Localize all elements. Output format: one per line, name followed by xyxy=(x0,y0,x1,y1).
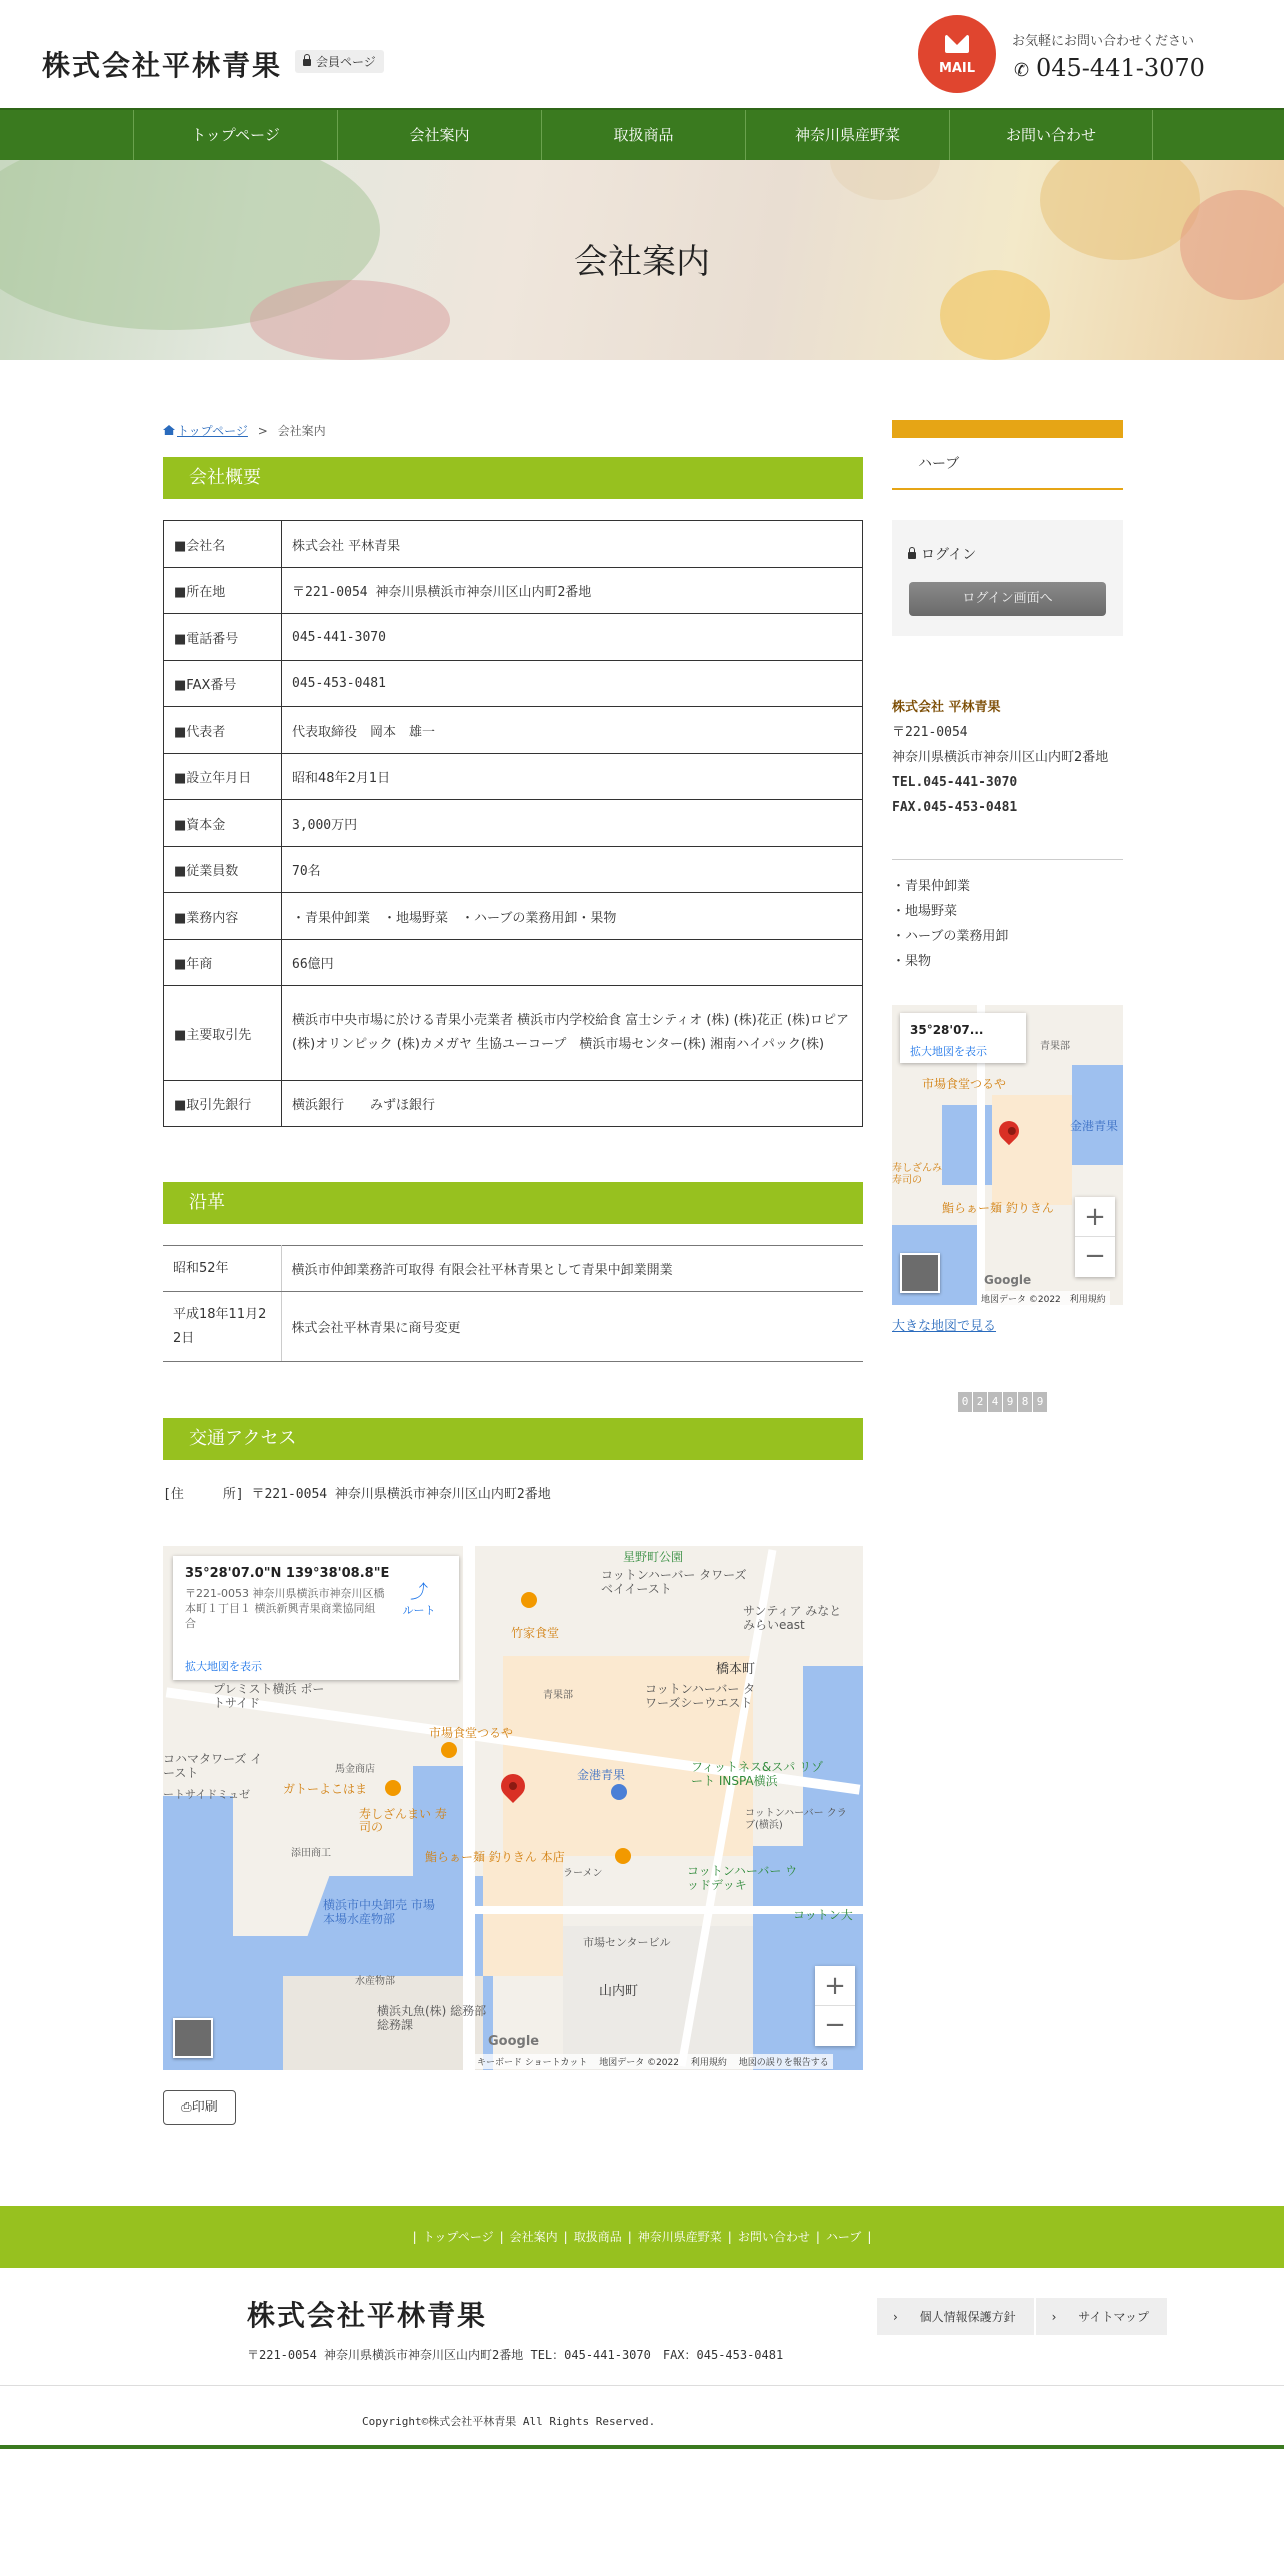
table-key: ■取引先銀行 xyxy=(164,1081,282,1127)
chevron-right-icon: › xyxy=(885,2305,906,2329)
table-key: ■資本金 xyxy=(164,800,282,847)
map-label: ガトーよこはま xyxy=(283,1782,368,1796)
footer-link-top[interactable]: トップページ xyxy=(422,2230,494,2244)
section-heading-company: 会社概要 xyxy=(163,457,863,499)
table-key: ■会社名 xyxy=(164,521,282,568)
sidebar-business-list xyxy=(892,874,1123,974)
phone-icon: ✆ xyxy=(1014,60,1030,81)
map-label: 添田商工 xyxy=(291,1848,331,1859)
restaurant-icon xyxy=(615,1848,631,1864)
login-title-text: ログイン xyxy=(921,547,977,563)
map-label: 山内町 xyxy=(599,1984,639,1999)
map-label: 横浜丸魚(株) 総務部総務課 xyxy=(377,2004,487,2032)
map-footer xyxy=(977,1291,1110,1305)
table-row xyxy=(163,1292,863,1362)
report-error-link[interactable]: 地図の誤りを報告する xyxy=(738,2058,829,2068)
table-value: ・青果仲卸業 ・地場野菜 ・ハーブの業務用卸・果物 xyxy=(282,893,863,940)
map-label: 鮨らぁー麺 釣りきん xyxy=(942,1201,1054,1215)
map-label: 竹家食堂 xyxy=(511,1626,560,1640)
map-label: ートサイドミュゼ xyxy=(163,1788,251,1801)
breadcrumb xyxy=(163,422,326,439)
footer-utility-links xyxy=(877,2298,1169,2335)
map-label: 青果部 xyxy=(1040,1041,1070,1052)
counter-digit: 0 xyxy=(958,1392,972,1412)
footer-link-kanagawa[interactable]: 神奈川県産野菜 xyxy=(637,2230,722,2244)
map-footer xyxy=(473,2054,833,2069)
hero-tomato-yellow-2 xyxy=(940,270,1050,360)
sidebar-item-herb[interactable]: ハーブ xyxy=(892,438,1123,490)
hero-mushroom xyxy=(830,160,940,200)
counter-digit: 9 xyxy=(1003,1392,1017,1412)
nav-item-top[interactable]: トップページ xyxy=(133,110,337,162)
table-key: ■年商 xyxy=(164,940,282,986)
footer-nav: | トップページ | 会社案内 | 取扱商品 | 神奈川県産野菜 | お問い合わせ | ハーブ | xyxy=(0,2206,1284,2268)
terms-link[interactable]: 利用規約 xyxy=(690,2058,727,2068)
copyright: Copyright©株式会社平林青果 All Rights Reserved. xyxy=(362,2415,656,2428)
home-icon xyxy=(163,425,175,435)
restaurant-icon xyxy=(441,1742,457,1758)
google-logo: Google xyxy=(488,2034,540,2049)
table-value: 代表取締役 岡本 雄一 xyxy=(282,707,863,754)
directions-icon[interactable]: ⤴ xyxy=(410,1582,428,1603)
google-logo: Google xyxy=(984,1273,1032,1287)
privacy-link[interactable] xyxy=(877,2298,1034,2335)
printer-icon: ⎙ xyxy=(181,2100,192,2115)
terms-link[interactable]: 利用規約 xyxy=(1069,1295,1106,1305)
map-label: 橋本町 xyxy=(716,1662,756,1677)
satellite-toggle[interactable] xyxy=(900,1253,940,1293)
map-label: 星野町公園 xyxy=(623,1550,684,1564)
login-button[interactable]: ログイン画面へ xyxy=(909,582,1106,616)
restaurant-icon xyxy=(385,1780,401,1796)
table-row xyxy=(164,986,863,1081)
map-coords: 35°28'07... xyxy=(910,1023,984,1037)
counter-digit: 2 xyxy=(973,1392,987,1412)
map-label: ラーメン xyxy=(563,1868,603,1879)
table-key: ■電話番号 xyxy=(164,614,282,661)
map-label: 市場センタービル xyxy=(583,1936,671,1949)
sidebar-divider xyxy=(892,859,1123,860)
table-row xyxy=(164,614,863,661)
nav-item-products[interactable]: 取扱商品 xyxy=(541,110,745,162)
lock-icon xyxy=(908,552,916,559)
table-value: 株式会社平林青果に商号変更 xyxy=(281,1292,863,1362)
map-label: コットンハーバー タワーズシーウエスト xyxy=(645,1682,756,1710)
table-row xyxy=(164,800,863,847)
map-label: サンティア みなとみらいeast xyxy=(743,1604,842,1632)
table-row xyxy=(164,707,863,754)
access-address: [住 所] 〒221-0054 神奈川県横浜市神奈川区山内町2番地 xyxy=(163,1487,551,1502)
login-box xyxy=(892,520,1123,636)
map-address: 〒221-0053 神奈川県横浜市神奈川区橋本町１丁目１ 横浜新興青果商業協同組合 xyxy=(185,1587,385,1630)
table-value: 横浜銀行 みずほ銀行 xyxy=(282,1081,863,1127)
sitemap-label: サイトマップ xyxy=(1070,2303,1157,2330)
table-key: ■所在地 xyxy=(164,568,282,614)
larger-map-link[interactable]: 拡大地図を表示 xyxy=(910,1045,987,1058)
sidebar-company-info xyxy=(892,695,1123,820)
keyboard-shortcuts-link[interactable]: キーボード ショートカット xyxy=(477,2058,588,2068)
table-key: ■主要取引先 xyxy=(164,986,282,1081)
zoom-in-button[interactable]: + xyxy=(815,1966,855,2006)
lock-icon xyxy=(303,59,311,66)
nav-item-kanagawa[interactable]: 神奈川県産野菜 xyxy=(745,110,949,162)
section-heading-access: 交通アクセス xyxy=(163,1418,863,1460)
shopping-icon xyxy=(611,1784,627,1800)
map-data: 地図データ ©2022 xyxy=(599,2058,679,2068)
sidebar-google-map[interactable] xyxy=(892,1005,1123,1305)
table-key: ■設立年月日 xyxy=(164,754,282,800)
footer-link-contact[interactable]: お問い合わせ xyxy=(737,2230,810,2244)
table-row xyxy=(164,847,863,893)
company-table xyxy=(163,520,863,1127)
map-block xyxy=(992,1095,1072,1205)
map-label: 青果部 xyxy=(543,1690,573,1701)
envelope-icon xyxy=(945,35,969,53)
list-item: ・ハーブの業務用卸 xyxy=(892,929,1009,944)
hero-radish xyxy=(250,280,450,360)
table-value: 横浜市仲卸業務許可取得 有限会社平林青果として青果中卸業開業 xyxy=(281,1246,863,1292)
access-counter xyxy=(958,1390,1048,1410)
map-label: 寿しざんみ 寿司の xyxy=(892,1163,942,1186)
contact-text: お気軽にお問い合わせください xyxy=(1012,34,1195,49)
breadcrumb-separator: > xyxy=(257,424,268,438)
table-value: 昭和48年2月1日 xyxy=(282,754,863,800)
footer-divider xyxy=(0,2385,1284,2386)
map-label: プレミスト横浜 ポートサイド xyxy=(213,1682,325,1710)
counter-digit: 9 xyxy=(1033,1392,1047,1412)
map-label: コットンハーバー クラブ(横浜) xyxy=(745,1808,847,1831)
list-item: ・青果仲卸業 xyxy=(892,879,971,894)
map-label: 金港青果 xyxy=(1070,1119,1119,1133)
table-row xyxy=(164,893,863,940)
member-badge-label: 会員ページ xyxy=(316,55,376,69)
zoom-control xyxy=(815,1966,855,2046)
list-item: ・地場野菜 xyxy=(892,904,958,919)
map-label: フィットネス&スパ リゾート INSPA横浜 xyxy=(691,1760,824,1788)
table-row xyxy=(164,521,863,568)
satellite-toggle[interactable] xyxy=(173,2018,213,2058)
zoom-in-button[interactable]: + xyxy=(1075,1197,1115,1237)
map-label: コハマタワーズ イースト xyxy=(163,1752,263,1780)
counter-digit: 8 xyxy=(1018,1392,1032,1412)
route-link[interactable]: ルート xyxy=(402,1604,436,1617)
map-info-card xyxy=(900,1013,1026,1063)
map-label: 馬金商店 xyxy=(335,1764,375,1775)
footer-link-herb[interactable]: ハーブ xyxy=(825,2230,862,2244)
table-key: ■代表者 xyxy=(164,707,282,754)
sidebar-company-name: 株式会社 平林青果 xyxy=(892,700,1001,715)
print-button[interactable] xyxy=(163,2090,236,2125)
google-map[interactable] xyxy=(163,1546,863,2070)
site-title[interactable]: 株式会社平林青果 xyxy=(42,49,283,82)
map-block xyxy=(483,1856,563,1976)
sidebar-fax: FAX.045-453-0481 xyxy=(892,800,1018,815)
phone-number xyxy=(1014,54,1205,82)
map-label: 水産物部 xyxy=(355,1976,395,1987)
site-header xyxy=(0,0,1284,108)
map-water xyxy=(1072,1065,1123,1165)
print-label: 印刷 xyxy=(191,2100,218,2115)
map-label: 寿しざんまい 寿司の xyxy=(359,1807,447,1834)
phone-text: 045-441-3070 xyxy=(1036,54,1205,82)
map-info-card xyxy=(173,1556,459,1680)
footer-address: 〒221-0054 神奈川県横浜市神奈川区山内町2番地 TEL：045-441-3070 FAX：045-453-0481 xyxy=(247,2348,784,2362)
privacy-label: 個人情報保護方針 xyxy=(912,2303,1024,2330)
table-value: 3,000万円 xyxy=(282,800,863,847)
nav-item-contact[interactable]: お問い合わせ xyxy=(949,110,1153,162)
table-key: 平成18年11月22日 xyxy=(163,1292,281,1362)
table-value: 045-441-3070 xyxy=(282,614,863,661)
table-key: ■業務内容 xyxy=(164,893,282,940)
table-row xyxy=(164,1081,863,1127)
mail-label: MAIL xyxy=(938,61,976,76)
sidebar-postal: 〒221-0054 xyxy=(892,725,968,740)
footer-link-products[interactable]: 取扱商品 xyxy=(573,2230,622,2244)
list-item: ・果物 xyxy=(892,954,932,969)
map-label: コットンハーバー ウッドデッキ xyxy=(687,1864,798,1892)
zoom-control xyxy=(1075,1197,1115,1277)
table-row xyxy=(164,754,863,800)
sitemap-link[interactable] xyxy=(1036,2298,1167,2335)
history-table xyxy=(163,1245,863,1362)
map-label: コットンハーバー タワーズベイイースト xyxy=(601,1568,747,1596)
chevron-right-icon: › xyxy=(1044,2305,1065,2329)
table-row xyxy=(164,661,863,707)
map-data: 地図データ ©2022 xyxy=(981,1295,1061,1305)
map-label: 市場食堂つるや xyxy=(922,1077,1007,1091)
map-road xyxy=(463,1546,475,2070)
footer-title: 株式会社平林青果 xyxy=(247,2299,488,2332)
table-value: 横浜市中央市場に於ける青果小売業者 横浜市内学校給食 富士シティオ (株) (株)花正 (株)ロピア (株)オリンピック (株)カメガヤ 生協ユーコープ 横浜市場センター(株) 湘南ハイパック(株) xyxy=(282,986,863,1081)
table-value: 66億円 xyxy=(282,940,863,986)
sidebar-tel: TEL.045-441-3070 xyxy=(892,775,1018,790)
login-title xyxy=(908,544,976,564)
map-label: コットン大 xyxy=(793,1908,853,1922)
footer-bottom-bar xyxy=(0,2445,1284,2449)
mail-button[interactable] xyxy=(918,15,996,93)
large-map-link[interactable]: 大きな地図で見る xyxy=(892,1319,997,1334)
restaurant-icon xyxy=(521,1592,537,1608)
member-page-link[interactable] xyxy=(295,50,384,73)
hero-banner xyxy=(0,160,1284,360)
zoom-out-button[interactable]: − xyxy=(1084,1241,1106,1271)
footer-link-company[interactable]: 会社案内 xyxy=(509,2230,558,2244)
main-nav xyxy=(0,108,1284,160)
table-row xyxy=(164,568,863,614)
breadcrumb-current: 会社案内 xyxy=(277,424,326,438)
larger-map-link[interactable]: 拡大地図を表示 xyxy=(185,1660,262,1673)
table-key: 昭和52年 xyxy=(163,1246,281,1292)
map-label: 横浜市中央卸売 市場本場水産物部 xyxy=(323,1898,435,1926)
table-row xyxy=(163,1246,863,1292)
counter-digit: 4 xyxy=(988,1392,1002,1412)
table-value: 70名 xyxy=(282,847,863,893)
map-coords: 35°28'07.0"N 139°38'08.8"E xyxy=(185,1566,390,1581)
table-key: ■FAX番号 xyxy=(164,661,282,707)
table-value: 〒221-0054 神奈川県横浜市神奈川区山内町2番地 xyxy=(282,568,863,614)
map-label: 鮨らぁー麺 釣りきん 本店 xyxy=(425,1850,565,1864)
sidebar-accent-bar xyxy=(892,420,1123,438)
table-value: 045-453-0481 xyxy=(282,661,863,707)
table-key: ■従業員数 xyxy=(164,847,282,893)
table-row xyxy=(164,940,863,986)
map-label: 市場食堂つるや xyxy=(429,1726,514,1740)
nav-item-company[interactable]: 会社案内 xyxy=(337,110,541,162)
map-label: 金港青果 xyxy=(577,1768,626,1782)
section-heading-history: 沿革 xyxy=(163,1182,863,1224)
breadcrumb-home[interactable]: トップページ xyxy=(177,424,248,438)
sidebar-address: 神奈川県横浜市神奈川区山内町2番地 xyxy=(892,750,1109,765)
table-value: 株式会社 平林青果 xyxy=(282,521,863,568)
zoom-out-button[interactable]: − xyxy=(824,2010,846,2040)
page-title: 会社案内 xyxy=(574,242,710,282)
